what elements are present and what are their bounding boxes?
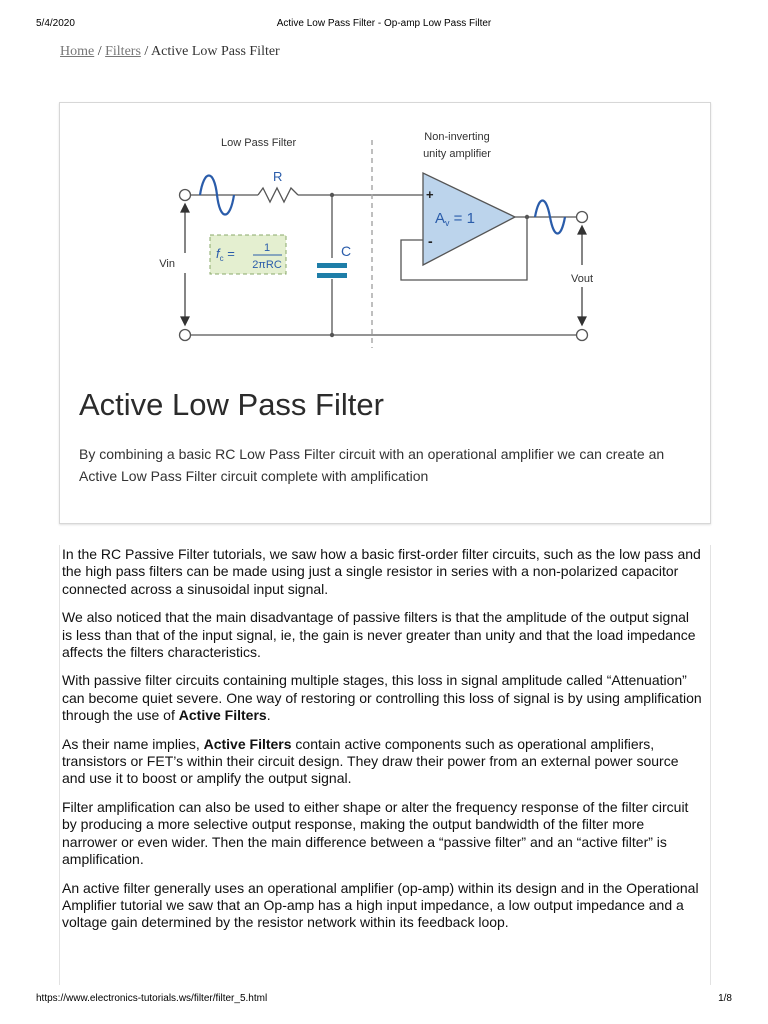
bold-term: Active Filters — [203, 735, 292, 752]
output-terminal-top — [577, 212, 588, 223]
print-page-number: 1/8 — [718, 993, 732, 1004]
gain-label: $A_v = 1$ — [435, 210, 475, 228]
content-border-left — [59, 545, 60, 985]
breadcrumb-filters-link[interactable]: Filters — [105, 44, 141, 59]
active-low-pass-filter-diagram — [60, 103, 710, 373]
print-date: 5/4/2020 — [36, 18, 75, 29]
input-terminal-top — [180, 190, 191, 201]
breadcrumb — [60, 44, 280, 60]
opamp-minus-label: - — [428, 233, 433, 249]
capacitor-label: C — [341, 243, 352, 259]
formula-denominator: 2πRC — [252, 259, 282, 271]
bold-term: Active Filters — [178, 707, 267, 724]
article-body — [62, 546, 702, 943]
article-hero-card — [59, 102, 711, 524]
content-border-right — [710, 545, 711, 985]
input-terminal-bottom — [180, 330, 191, 341]
vin-label: Vin — [159, 258, 175, 270]
vin-arrow — [181, 204, 189, 325]
article-title: Active Low Pass Filter — [79, 387, 384, 422]
vout-label: Vout — [570, 273, 594, 285]
breadcrumb-home-link[interactable]: Home — [60, 44, 95, 59]
paragraph: We also noticed that the main disadvantage of passive filters is that the amplitude of the output signal is less than that of the input signal, ie, the gain is never greater than unity and that the load impedance affects the filters characteristics. — [62, 609, 696, 661]
noninverting-label-line1: Non-inverting — [424, 131, 490, 143]
print-url: https://www.electronics-tutorials.ws/filter/filter_5.html — [36, 993, 268, 1004]
breadcrumb-separator: / — [140, 44, 152, 59]
capacitor-symbol — [317, 263, 347, 278]
breadcrumb-current: Active Low Pass Filter — [151, 44, 280, 59]
resistor-symbol — [258, 188, 298, 202]
paragraph: With passive filter circuits containing multiple stages, this loss in signal amplitude called “Attenuation” can become quiet severe. One way of restoring or controlling this loss of signal is by using amplification through the use of Active Filters. — [62, 672, 702, 724]
output-terminal-bottom — [577, 330, 588, 341]
low-pass-filter-label: Low Pass Filter — [221, 137, 297, 149]
print-footer — [0, 984, 768, 1024]
noninverting-label-line2: unity amplifier — [423, 148, 491, 160]
breadcrumb-separator: / — [94, 44, 106, 59]
print-title: Active Low Pass Filter - Op-amp Low Pass Filter — [276, 18, 492, 29]
paragraph: In the RC Passive Filter tutorials, we saw how a basic first-order filter circuits, such as the low pass and the high pass filters can be made using just a single resistor in series with a non-polarized capacitor connected across a sinusoidal input signal. — [62, 546, 701, 597]
formula-lhs: $f_c$ = — [216, 246, 235, 263]
paragraph: An active filter generally uses an operational amplifier (op-amp) within its design and in the Operational Amplifier tutorial we saw that an Op-amp has a high input impedance, a low output impedance and a voltage gain determined by the resistor network within its feedback loop. — [62, 879, 699, 931]
paragraph: Filter amplification can also be used to either shape or alter the frequency response of the filter circuit by producing a more selective output response, making the output bandwidth of the filter more narrower or even wider. Then the main difference between a “passive filter” and an “active filter” is amplification. — [62, 798, 689, 868]
print-header — [0, 0, 768, 29]
paragraph: As their name implies, Active Filters contain active components such as operational amplifiers, transistors or FET’s within their circuit design. They draw their power from an external power source and use it to boost or amplify the output signal. — [62, 735, 679, 787]
opamp-plus-label: + — [426, 187, 434, 202]
formula-numerator: 1 — [263, 242, 271, 254]
resistor-label: R — [273, 169, 283, 184]
article-summary: By combining a basic RC Low Pass Filter circuit with an operational amplifier we can create an Active Low Pass Filter circuit complete with amplification — [79, 446, 665, 484]
